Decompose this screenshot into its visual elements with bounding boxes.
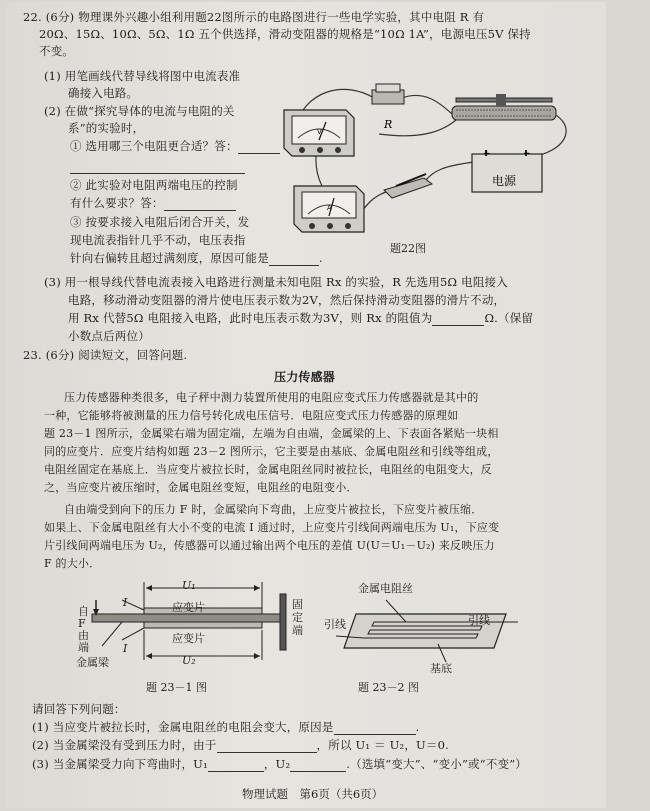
q22-part2-q2-line1: ② 此实验对电阻两端电压的控制 bbox=[70, 178, 238, 192]
q23-para-line5: 电阻丝固定在基底上．当应变片被拉长时，金属电阻丝同时被拉长，电阻丝的电阻变大，反 bbox=[44, 463, 492, 476]
q22-part1-line2: 确接入电路。 bbox=[68, 86, 139, 100]
q23-para-line3: 题 23－1 图所示，金属梁右端为固定端，左端为自由端，金属梁的上、下表面各紧贴一块相 bbox=[44, 427, 499, 440]
q22-part3-line1: (3) 用一根导线代替电流表接入电路进行测量未知电阻 Rx 的实验，R 先选用5Ω 电阻接入 bbox=[44, 275, 508, 289]
q22-part2-q2-line2: 有什么要求？答： bbox=[70, 196, 236, 211]
q22-part2-q1-blank[interactable] bbox=[70, 159, 245, 174]
fig23-1-free-end: 自F由端 bbox=[78, 605, 89, 654]
q23-para-line6: 之，当应变片被压缩时，金属电阻丝变短，电阻丝的电阻变小． bbox=[44, 481, 358, 494]
fig23-2-base-label: 基底 bbox=[430, 662, 452, 675]
fig23-2-lead-right: 引线 bbox=[468, 614, 490, 627]
rheostat-icon bbox=[452, 94, 556, 120]
q23-answer1: (1) 当应变片被拉长时，金属电阻丝的电阻会变大，原因是 . bbox=[32, 720, 420, 734]
fig23-2-caption: 题 23－2 图 bbox=[358, 681, 419, 694]
svg-text:A: A bbox=[327, 204, 332, 212]
fig22-R-label: R bbox=[384, 118, 393, 131]
svg-text:+: + bbox=[483, 149, 491, 159]
fig23-1-I-bottom: I bbox=[123, 642, 128, 655]
q22-part3-line3: 用 Rx 代替5Ω 电阻接入电路，此时电压表示数为3V，则 Rx 的阻值为 Ω.（保留 bbox=[68, 311, 534, 325]
q22-head-line2: 20Ω、15Ω、10Ω、5Ω、1Ω 五个供选择，滑动变阻器的规格是“10Ω 1A”，电源电压5V 保持 bbox=[39, 27, 531, 41]
q23-answer3: (3) 当金属梁受力向下弯曲时，U₁ ，U₂ .（选填“变大”、“变小”或“不变”） bbox=[32, 757, 527, 771]
q23-article-title: 压力传感器 bbox=[274, 370, 336, 384]
q23-para-line1: 压力传感器种类很多，电子秤中测力装置所使用的电阻应变式压力传感器就是其中的 bbox=[64, 391, 479, 404]
fig23-1-beam-label: 金属梁 bbox=[76, 656, 109, 669]
q23-para-line2: 一种，它能够将被测量的压力信号转化成电压信号．电阻应变式压力传感器的原理如 bbox=[44, 409, 459, 422]
voltmeter-icon bbox=[284, 110, 354, 156]
fig23-1-strain-bottom: 应变片 bbox=[172, 632, 205, 645]
q23-para-line10: F 的大小． bbox=[44, 557, 101, 570]
resistor-icon bbox=[372, 84, 404, 104]
fig23-1-U2: U₂ bbox=[182, 654, 196, 667]
page-footer: 物理试题 第6页（共6页） bbox=[242, 787, 384, 801]
fig23-1-strain-top: 应变片 bbox=[172, 601, 205, 614]
q22-part2-line2: 系”的实验时， bbox=[68, 121, 145, 135]
q22-head-line1: 22. (6分) 物理课外兴趣小组利用题22图所示的电路图进行一些电学实验，其中电阻 R 有 bbox=[23, 10, 485, 24]
q22-part1-line1: (1) 用笔画线代替导线将图中电流表准 bbox=[44, 69, 241, 83]
exam-page bbox=[6, 2, 606, 808]
q23-para-line9: 片引线间两端电压为 U₂，传感器可以通过输出两个电压的差值 U(U＝U₁－U₂) 来反映压力 bbox=[44, 539, 495, 552]
fig23-2-wire-label: 金属电阻丝 bbox=[358, 582, 413, 595]
q23-para-line8: 如果上、下金属电阻丝有大小不变的电流 I 通过时，上应变片引线间两端电压为 U₁，下应变 bbox=[44, 521, 500, 534]
q23-ask: 请回答下列问题： bbox=[32, 702, 126, 716]
q22-part2-q3-line2: 现电流表指针几乎不动，电压表指 bbox=[70, 233, 246, 247]
ammeter-icon bbox=[294, 186, 364, 232]
fig23-1-fixed-end: 固定端 bbox=[292, 598, 303, 637]
q23-para-line7: 自由端受到向下的压力 F 时，金属梁向下弯曲，上应变片被拉长，下应变片被压缩． bbox=[64, 503, 483, 516]
svg-text:V: V bbox=[317, 128, 322, 136]
fig23-1-U1: U₁ bbox=[182, 579, 196, 592]
q22-part3-line4: 小数点后两位） bbox=[68, 329, 150, 343]
fig23-2-lead-left: 引线 bbox=[324, 618, 346, 631]
fig22-power-label: 电源 bbox=[492, 174, 517, 188]
q22-part2-q1: ① 选用哪三个电阻更合适？答： bbox=[70, 139, 280, 154]
fig23-1-caption: 题 23－1 图 bbox=[146, 681, 207, 694]
fig23-2-strain-gauge-figure bbox=[326, 592, 526, 672]
q22-circuit-figure bbox=[274, 70, 596, 258]
q22-part2-line1: (2) 在做“探究导体的电流与电阻的关 bbox=[44, 104, 235, 118]
q22-part2-q3-line1: ③ 按要求接入电阻后闭合开关，发 bbox=[70, 215, 250, 229]
q22-part2-q3-line3: 针向右偏转且超过满刻度，原因可能是 . bbox=[70, 251, 323, 265]
switch-icon bbox=[384, 174, 432, 198]
svg-text:−: − bbox=[523, 149, 531, 159]
q23-head: 23. (6分) 阅读短文，回答问题. bbox=[23, 348, 188, 362]
q22-part3-line2: 电路，移动滑动变阻器的滑片使电压表示数为2V，然后保持滑动变阻器的滑片不动， bbox=[68, 293, 506, 307]
q22-head-line3: 不变。 bbox=[39, 44, 75, 58]
q23-answer2: (2) 当金属梁没有受到压力时，由于 ，所以 U₁ ＝ U₂，U＝0. bbox=[32, 738, 449, 752]
q23-para-line4: 同的应变片．应变片结构如题 23－2 图所示，它主要是由基底、金属电阻丝和引线等组成， bbox=[44, 445, 499, 458]
fig23-1-I-top: I bbox=[123, 596, 128, 609]
fig22-caption: 题22图 bbox=[390, 242, 426, 255]
